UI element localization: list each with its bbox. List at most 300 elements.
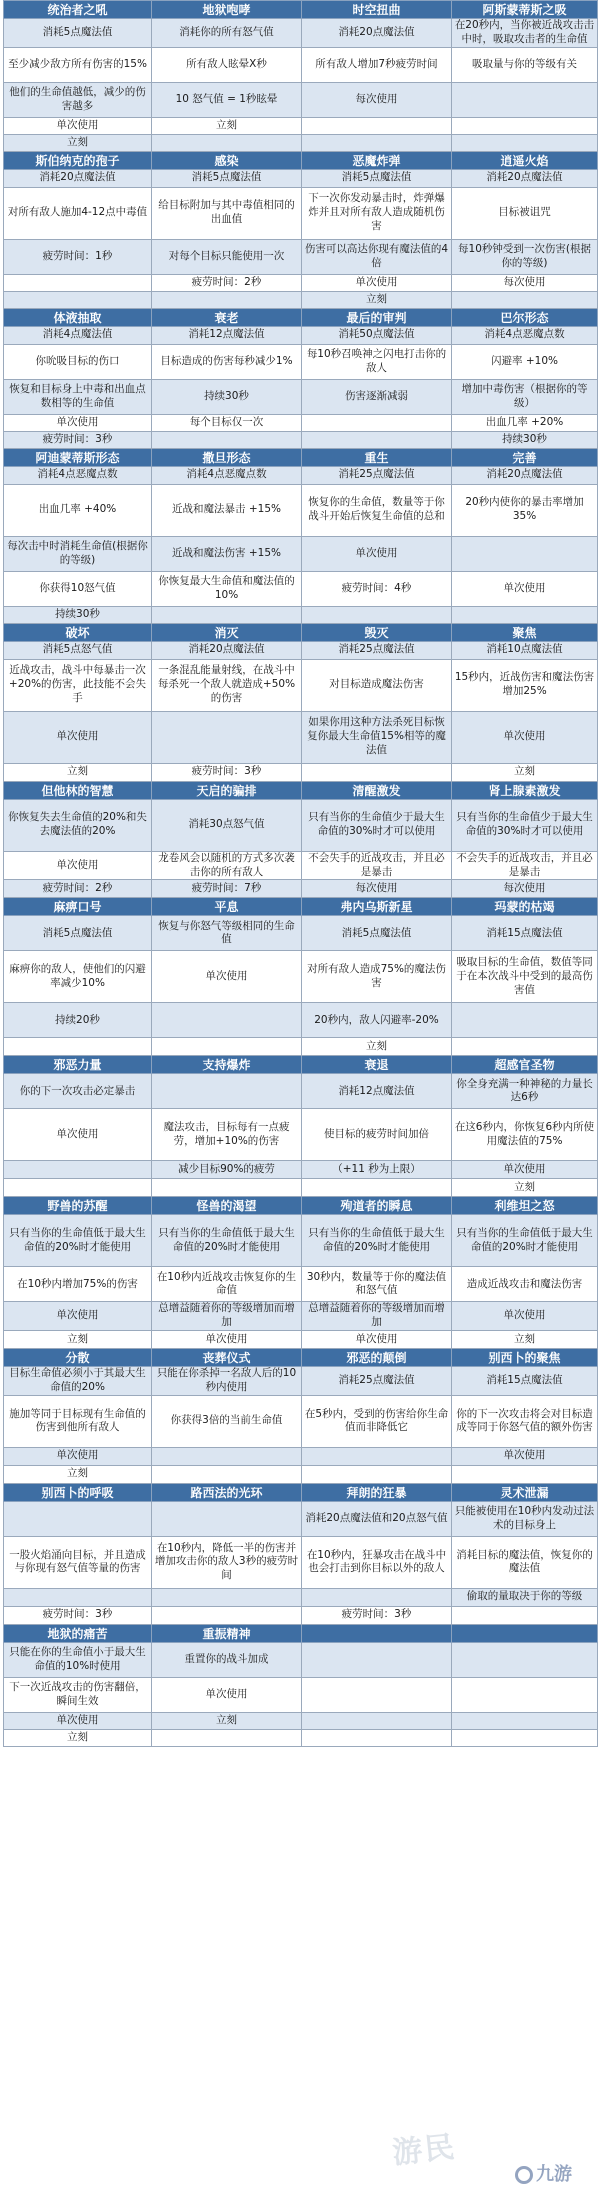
skill-detail-row [4, 1331, 598, 1349]
skill-detail-cell [302, 1642, 452, 1677]
skill-detail-cell [452, 1606, 598, 1624]
skill-detail-cell: 消耗5点魔法值 [4, 19, 152, 48]
skill-detail-cell [152, 1465, 302, 1483]
skill-name: 巴尔形态 [452, 308, 598, 326]
skill-detail-cell: 立刻 [302, 1038, 452, 1056]
skill-name: 邪恶的颠倒 [302, 1349, 452, 1367]
skill-detail-cell: 在这6秒内，你恢复6秒内所使用魔法值的75% [452, 1109, 598, 1161]
skill-detail-row [4, 1588, 598, 1606]
skill-detail-cell: 消耗20点魔法值 [4, 169, 152, 187]
skill-detail-cell: 只有当你的生命值少于最大生命值的30%时才可以使用 [302, 799, 452, 851]
skill-header-row [4, 1483, 598, 1501]
skill-detail-cell: 疲劳时间：2秒 [4, 880, 152, 898]
skill-name: 肾上腺素激发 [452, 781, 598, 799]
skill-detail-cell [152, 1501, 302, 1536]
skill-detail-cell: 消耗15点魔法值 [452, 916, 598, 951]
skill-detail-cell: 在10秒内增加75%的伤害 [4, 1267, 152, 1302]
skill-detail-cell: 目标造成的伤害每秒减少1% [152, 344, 302, 379]
skill-detail-cell: 恢复和目标身上中毒和出血点数相等的生命值 [4, 379, 152, 414]
skill-detail-cell: 你获得10怒气值 [4, 571, 152, 606]
ability-table-body [4, 1, 598, 1747]
skill-detail-row [4, 1606, 598, 1624]
skill-detail-cell: 消耗20点魔法值和20点怒气值 [302, 1501, 452, 1536]
skill-detail-cell: 目标生命值必须小于其最大生命值的20% [4, 1367, 152, 1396]
skill-detail-cell: 给目标附加与其中毒值相同的出血值 [152, 187, 302, 239]
skill-detail-cell: 单次使用 [152, 1331, 302, 1349]
skill-detail-cell: 消耗20点魔法值 [452, 466, 598, 484]
skill-detail-row [4, 239, 598, 274]
skill-detail-cell [152, 1588, 302, 1606]
skill-detail-cell [152, 1074, 302, 1109]
skill-detail-cell: 消耗20点魔法值 [302, 19, 452, 48]
skill-name: 麻痹口号 [4, 898, 152, 916]
skill-header-row [4, 1197, 598, 1215]
skill-detail-row [4, 571, 598, 606]
ability-table [3, 0, 597, 1747]
skill-detail-cell: 消耗4点恶魔点数 [452, 326, 598, 344]
skill-detail-cell: 消耗5点魔法值 [302, 916, 452, 951]
skill-detail-cell: 立刻 [4, 763, 152, 781]
skill-detail-cell: 每次击中时消耗生命值(根据你的等级) [4, 536, 152, 571]
skill-name: 地狱的痛苦 [4, 1624, 152, 1642]
skill-detail-cell [302, 1712, 452, 1729]
skill-name: 阿斯蒙蒂斯之吸 [452, 1, 598, 19]
skill-detail-cell: 单次使用 [302, 536, 452, 571]
skill-detail-cell: 造成近战攻击和魔法伤害 [452, 1267, 598, 1302]
skill-detail-cell: 不会失手的近战攻击，并且必是暴击 [452, 851, 598, 880]
skill-detail-cell [452, 536, 598, 571]
skill-detail-row [4, 799, 598, 851]
watermark-text: 游民 [390, 2129, 459, 2172]
skill-detail-cell: 立刻 [152, 117, 302, 134]
skill-detail-cell: 10 怒气值 = 1秒眩晕 [152, 82, 302, 117]
skill-detail-cell: 只有当你的生命值低于最大生命值的20%时才能使用 [452, 1215, 598, 1267]
skill-detail-cell: 消耗25点魔法值 [302, 1367, 452, 1396]
skill-detail-cell: 每次使用 [302, 880, 452, 898]
skill-detail-cell [452, 1465, 598, 1483]
skill-detail-cell: 持续20秒 [4, 1003, 152, 1038]
skill-detail-row [4, 1395, 598, 1447]
skill-detail-cell: 近战和魔法伤害 +15% [152, 536, 302, 571]
skill-detail-row [4, 711, 598, 763]
skill-detail-cell: 每次使用 [302, 82, 452, 117]
skill-detail-cell: 立刻 [302, 291, 452, 308]
skill-name: 清醒激发 [302, 781, 452, 799]
skill-detail-cell: 龙卷风会以随机的方式多次袭击你的所有敌人 [152, 851, 302, 880]
skill-header-row [4, 308, 598, 326]
skill-name: 完善 [452, 448, 598, 466]
skill-detail-cell: 疲劳时间：2秒 [152, 274, 302, 291]
skill-detail-cell: 你吮吸目标的伤口 [4, 344, 152, 379]
skill-detail-row [4, 880, 598, 898]
skill-detail-cell: 单次使用 [302, 1331, 452, 1349]
skill-detail-cell [152, 1447, 302, 1465]
skill-detail-cell: 近战和魔法暴击 +15% [152, 484, 302, 536]
skill-detail-row [4, 82, 598, 117]
skill-detail-cell: 立刻 [452, 1179, 598, 1197]
skill-detail-row [4, 414, 598, 431]
skill-detail-cell: 消耗15点魔法值 [452, 1367, 598, 1396]
skill-detail-cell: 单次使用 [4, 414, 152, 431]
skill-detail-row [4, 1677, 598, 1712]
skill-detail-cell: 吸取量与你的等级有关 [452, 47, 598, 82]
skill-name: 玛蒙的枯竭 [452, 898, 598, 916]
skill-detail-row [4, 47, 598, 82]
skill-detail-row [4, 1109, 598, 1161]
skill-name: 恶魔炸弹 [302, 151, 452, 169]
skill-detail-cell: 在10秒内，狂暴攻击在战斗中也会打击到你目标以外的敌人 [302, 1536, 452, 1588]
skill-detail-cell: 单次使用 [152, 1677, 302, 1712]
skill-name: 最后的审判 [302, 308, 452, 326]
skill-detail-cell: 在20秒内，当你被近战攻击击中时，吸取攻击者的生命值 [452, 19, 598, 48]
skill-detail-cell: 吸取目标的生命值，数值等同于在本次战斗中受到的最高伤害值 [452, 951, 598, 1003]
skill-detail-cell: 只有当你的生命值低于最大生命值的20%时才能使用 [152, 1215, 302, 1267]
skill-detail-row [4, 1536, 598, 1588]
skill-detail-row [4, 19, 598, 48]
skill-detail-cell: 每10秒钟受到一次伤害(根据你的等级) [452, 239, 598, 274]
skill-detail-cell: 消耗25点魔法值 [302, 466, 452, 484]
skill-name: 支持爆炸 [152, 1056, 302, 1074]
skill-detail-cell: 消耗5点魔法值 [302, 169, 452, 187]
skill-name: 衰老 [152, 308, 302, 326]
skill-detail-cell: 出血几率 +20% [452, 414, 598, 431]
skill-detail-row [4, 187, 598, 239]
skill-detail-row [4, 1215, 598, 1267]
skill-detail-cell: 单次使用 [452, 1161, 598, 1179]
skill-detail-cell: 总增益随着你的等级增加而增加 [152, 1302, 302, 1331]
skill-detail-cell: 恢复你的生命值，数量等于你战斗开始后恢复生命值的总和 [302, 484, 452, 536]
skill-detail-cell: 你全身充满一种神秘的力量长达6秒 [452, 1074, 598, 1109]
skill-detail-cell: 所有敌人眩晕X秒 [152, 47, 302, 82]
skill-detail-row [4, 344, 598, 379]
skill-name: 怪兽的渴望 [152, 1197, 302, 1215]
skill-detail-cell: 单次使用 [4, 1109, 152, 1161]
skill-detail-cell: 对目标造成魔法伤害 [302, 659, 452, 711]
skill-detail-row [4, 1179, 598, 1197]
skill-detail-cell: 每个目标仅一次 [152, 414, 302, 431]
skill-detail-row [4, 117, 598, 134]
skill-detail-cell [452, 1729, 598, 1746]
skill-detail-cell: 消耗5点魔法值 [4, 916, 152, 951]
skill-detail-cell: 使目标的疲劳时间加倍 [302, 1109, 452, 1161]
skill-detail-row [4, 851, 598, 880]
skill-detail-cell [302, 763, 452, 781]
skill-detail-cell [302, 1588, 452, 1606]
skill-detail-cell: 一股火焰涌向目标，并且造成与你现有怒气值等量的伤害 [4, 1536, 152, 1588]
skill-detail-cell: 伤害逐渐减弱 [302, 379, 452, 414]
skill-detail-cell: 单次使用 [4, 1302, 152, 1331]
skill-detail-cell: 疲劳时间：3秒 [302, 1606, 452, 1624]
skill-detail-cell: 消耗4点魔法值 [4, 326, 152, 344]
skill-detail-cell [152, 1729, 302, 1746]
skill-detail-cell: 持续30秒 [4, 606, 152, 623]
skill-header-row [4, 1, 598, 19]
skill-detail-cell: 每次使用 [452, 274, 598, 291]
skill-detail-cell [302, 1465, 452, 1483]
skill-name: 别西卜的聚焦 [452, 1349, 598, 1367]
skill-name: 时空扭曲 [302, 1, 452, 19]
skill-detail-row [4, 659, 598, 711]
skill-detail-cell: 消耗你的所有怒气值 [152, 19, 302, 48]
skill-detail-cell: 只能在你杀掉一名敌人后的10秒内使用 [152, 1367, 302, 1396]
skill-detail-cell: 消耗50点魔法值 [302, 326, 452, 344]
skill-detail-cell [152, 1003, 302, 1038]
skill-detail-cell: 单次使用 [452, 571, 598, 606]
skill-detail-cell [152, 606, 302, 623]
skill-detail-cell: 总增益随着你的等级增加而增加 [302, 1302, 452, 1331]
skill-header-row [4, 151, 598, 169]
skill-detail-cell: 对所有敌人造成75%的魔法伤害 [302, 951, 452, 1003]
skill-name: 拜朗的狂暴 [302, 1483, 452, 1501]
skill-name: 重振精神 [152, 1624, 302, 1642]
site-logo: 九游 [515, 2160, 572, 2186]
skill-detail-cell: 如果你用这种方法杀死目标恢复你最大生命值15%相等的魔法值 [302, 711, 452, 763]
skill-detail-cell [4, 274, 152, 291]
skill-detail-cell: 消耗10点魔法值 [452, 641, 598, 659]
skill-detail-cell: 消耗5点怒气值 [4, 641, 152, 659]
skill-detail-cell: 立刻 [152, 1712, 302, 1729]
skill-name: 撒旦形态 [152, 448, 302, 466]
skill-detail-cell [302, 606, 452, 623]
skill-detail-cell: 只能被使用在10秒内发动过法术的目标身上 [452, 1501, 598, 1536]
skill-detail-cell [152, 291, 302, 308]
skill-detail-cell: 消耗12点魔法值 [302, 1074, 452, 1109]
skill-detail-cell: 出血几率 +40% [4, 484, 152, 536]
skill-detail-row [4, 274, 598, 291]
skill-detail-cell: 重置你的战斗加成 [152, 1642, 302, 1677]
skill-detail-cell [4, 1161, 152, 1179]
skill-detail-row [4, 431, 598, 448]
skill-name: 但他林的智慧 [4, 781, 152, 799]
skill-detail-cell [4, 291, 152, 308]
skill-detail-cell: 每10秒召唤神之闪电打击你的敌人 [302, 344, 452, 379]
skill-detail-cell [452, 1003, 598, 1038]
skill-detail-row [4, 763, 598, 781]
skill-detail-row [4, 1161, 598, 1179]
skill-header-row [4, 898, 598, 916]
skill-detail-row [4, 466, 598, 484]
skill-detail-cell: 20秒内，敌人闪避率-20% [302, 1003, 452, 1038]
skill-detail-cell: 立刻 [4, 134, 152, 151]
skill-detail-cell: 增加中毒伤害（根据你的等级） [452, 379, 598, 414]
skill-detail-row [4, 1447, 598, 1465]
skill-detail-cell: 一条混乱能量射线，在战斗中每杀死一个敌人就造成+50%的伤害 [152, 659, 302, 711]
skill-detail-row [4, 1038, 598, 1056]
skill-detail-cell: 立刻 [4, 1331, 152, 1349]
skill-detail-cell: 闪避率 +10% [452, 344, 598, 379]
skill-detail-cell: 消耗目标的魔法值，恢复你的魔法值 [452, 1536, 598, 1588]
skill-detail-cell [452, 291, 598, 308]
skill-name: 地狱咆哮 [152, 1, 302, 19]
skill-detail-cell: 单次使用 [4, 1447, 152, 1465]
skill-detail-cell [152, 1038, 302, 1056]
skill-detail-cell: 消耗12点魔法值 [152, 326, 302, 344]
skill-detail-cell [152, 1179, 302, 1197]
skill-detail-cell: 疲劳时间：3秒 [4, 431, 152, 448]
skill-detail-row [4, 641, 598, 659]
skill-detail-cell: 只能在你的生命值小于最大生命值的10%时使用 [4, 1642, 152, 1677]
skill-detail-cell: 疲劳时间：3秒 [4, 1606, 152, 1624]
skill-detail-cell: 立刻 [452, 1331, 598, 1349]
skill-detail-cell: 单次使用 [452, 1447, 598, 1465]
skill-detail-cell [452, 606, 598, 623]
skill-detail-cell: 伤害可以高达你现有魔法值的4倍 [302, 239, 452, 274]
skill-name: 野兽的苏醒 [4, 1197, 152, 1215]
skill-name: 毁灭 [302, 623, 452, 641]
skill-detail-cell: 疲劳时间：3秒 [152, 763, 302, 781]
skill-name: 平息 [152, 898, 302, 916]
skill-name: 路西法的光环 [152, 1483, 302, 1501]
skill-detail-cell: 魔法攻击，目标每有一点疲劳，增加+10%的伤害 [152, 1109, 302, 1161]
skill-name: 破坏 [4, 623, 152, 641]
skill-detail-cell [4, 1038, 152, 1056]
skill-detail-cell: 恢复与你怒气等级相同的生命值 [152, 916, 302, 951]
skill-detail-cell [452, 1642, 598, 1677]
skill-name: 阿迪蒙蒂斯形态 [4, 448, 152, 466]
skill-name [452, 1624, 598, 1642]
skill-detail-cell [302, 1447, 452, 1465]
skill-detail-cell: 疲劳时间：7秒 [152, 880, 302, 898]
skill-detail-cell [302, 1729, 452, 1746]
skill-detail-cell: 你恢复失去生命值的20%和失去魔法值的20% [4, 799, 152, 851]
skill-detail-cell: 消耗4点恶魔点数 [152, 466, 302, 484]
skill-detail-row [4, 1712, 598, 1729]
skill-detail-cell: 立刻 [452, 763, 598, 781]
skill-detail-cell [152, 711, 302, 763]
skill-detail-cell: 只有当你的生命值低于最大生命值的20%时才能使用 [4, 1215, 152, 1267]
skill-name: 弗内乌斯新星 [302, 898, 452, 916]
skill-detail-cell: 减少目标90%的疲劳 [152, 1161, 302, 1179]
skill-detail-cell [452, 117, 598, 134]
skill-detail-cell: 持续30秒 [152, 379, 302, 414]
skill-detail-row [4, 1003, 598, 1038]
skill-detail-cell: 单次使用 [152, 951, 302, 1003]
skill-detail-cell: 消耗20点魔法值 [152, 641, 302, 659]
skill-detail-cell: 单次使用 [452, 1302, 598, 1331]
skill-detail-row [4, 1642, 598, 1677]
skill-detail-cell [302, 414, 452, 431]
skill-detail-row [4, 134, 598, 151]
skill-detail-cell [4, 1588, 152, 1606]
skill-detail-row [4, 606, 598, 623]
skill-detail-row [4, 536, 598, 571]
skill-detail-row [4, 1367, 598, 1396]
skill-detail-cell: 你获得3倍的当前生命值 [152, 1395, 302, 1447]
skill-header-row [4, 448, 598, 466]
skill-detail-row [4, 291, 598, 308]
skill-detail-cell [302, 1179, 452, 1197]
skill-name: 体液抽取 [4, 308, 152, 326]
skill-name: 斯伯纳克的孢子 [4, 151, 152, 169]
skill-name: 别西卜的呼吸 [4, 1483, 152, 1501]
logo-icon [515, 2166, 533, 2184]
skill-name: 聚焦 [452, 623, 598, 641]
skill-detail-row [4, 1465, 598, 1483]
skill-header-row [4, 1624, 598, 1642]
skill-detail-cell: 消耗5点魔法值 [152, 169, 302, 187]
skill-detail-cell [452, 1712, 598, 1729]
skill-detail-cell: 15秒内，近战伤害和魔法伤害增加25% [452, 659, 598, 711]
skill-detail-cell [152, 431, 302, 448]
skill-detail-cell [4, 1501, 152, 1536]
skill-name: 超感官圣物 [452, 1056, 598, 1074]
skill-detail-row [4, 1267, 598, 1302]
skill-detail-cell: 疲劳时间：4秒 [302, 571, 452, 606]
skill-detail-row [4, 951, 598, 1003]
skill-detail-cell: 近战攻击，战斗中每暴击一次+20%的伤害，此技能不会失手 [4, 659, 152, 711]
skill-detail-row [4, 379, 598, 414]
skill-name: 天启的骗排 [152, 781, 302, 799]
skill-name [302, 1624, 452, 1642]
skill-detail-cell [452, 1677, 598, 1712]
skill-detail-cell: 单次使用 [302, 274, 452, 291]
skill-name: 利维坦之怒 [452, 1197, 598, 1215]
skill-detail-cell: 单次使用 [4, 711, 152, 763]
skill-detail-cell: 持续30秒 [452, 431, 598, 448]
skill-detail-cell: 立刻 [4, 1729, 152, 1746]
skill-detail-cell: 消耗25点魔法值 [302, 641, 452, 659]
skill-detail-cell: 消耗30点怒气值 [152, 799, 302, 851]
skill-detail-row [4, 1074, 598, 1109]
skill-detail-cell: 单次使用 [4, 1712, 152, 1729]
skill-header-row [4, 1056, 598, 1074]
skill-detail-cell: 疲劳时间：1秒 [4, 239, 152, 274]
skill-header-row [4, 1349, 598, 1367]
skill-detail-row [4, 916, 598, 951]
skill-detail-cell: 不会失手的近战攻击，并且必是暴击 [302, 851, 452, 880]
skill-detail-cell: 你的下一次攻击必定暴击 [4, 1074, 152, 1109]
skill-detail-cell: 消耗4点恶魔点数 [4, 466, 152, 484]
skill-name: 丧葬仪式 [152, 1349, 302, 1367]
skill-name: 邪恶力量 [4, 1056, 152, 1074]
skill-name: 统治者之吼 [4, 1, 152, 19]
skill-detail-cell: 施加等同于目标现有生命值的伤害到他所有敌人 [4, 1395, 152, 1447]
skill-name: 分散 [4, 1349, 152, 1367]
skill-detail-row [4, 1501, 598, 1536]
skill-detail-cell: 只有当你的生命值低于最大生命值的20%时才能使用 [302, 1215, 452, 1267]
skill-detail-cell: 偷取的量取决于你的等级 [452, 1588, 598, 1606]
skill-detail-cell: 下一次近战攻击的伤害翻倍，瞬间生效 [4, 1677, 152, 1712]
skill-detail-cell: 目标被诅咒 [452, 187, 598, 239]
skill-detail-cell: 单次使用 [452, 711, 598, 763]
skill-detail-cell: 在10秒内近战攻击恢复你的生命值 [152, 1267, 302, 1302]
skill-header-row [4, 623, 598, 641]
skill-detail-cell [452, 1038, 598, 1056]
skill-name: 感染 [152, 151, 302, 169]
skill-detail-cell: 下一次你发动暴击时，炸弹爆炸并且对所有敌人造成随机伤害 [302, 187, 452, 239]
skill-detail-cell: 你恢复最大生命值和魔法值的10% [152, 571, 302, 606]
skill-detail-cell [452, 134, 598, 151]
skill-detail-cell: 在5秒内，受到的伤害给你生命值而非降低它 [302, 1395, 452, 1447]
skill-name: 重生 [302, 448, 452, 466]
skill-detail-cell: 你的下一次攻击将会对目标造成等同于你怒气值的额外伤害 [452, 1395, 598, 1447]
skill-name: 殉道者的瞬息 [302, 1197, 452, 1215]
skill-detail-cell: 单次使用 [4, 851, 152, 880]
skill-detail-cell: 对所有敌人施加4-12点中毒值 [4, 187, 152, 239]
skill-detail-cell: 他们的生命值越低，减少的伤害越多 [4, 82, 152, 117]
skill-detail-cell: 在10秒内，降低一半的伤害并增加攻击你的敌人3秒的疲劳时间 [152, 1536, 302, 1588]
skill-name: 灵术泄漏 [452, 1483, 598, 1501]
skill-detail-cell [452, 82, 598, 117]
skill-detail-cell: 20秒内使你的暴击率增加35% [452, 484, 598, 536]
skill-detail-row [4, 169, 598, 187]
skill-detail-cell [302, 134, 452, 151]
skill-detail-row [4, 1729, 598, 1746]
skill-name: 逍遥火焰 [452, 151, 598, 169]
skill-detail-cell: 只有当你的生命值少于最大生命值的30%时才可以使用 [452, 799, 598, 851]
skill-detail-cell: 消耗20点魔法值 [452, 169, 598, 187]
skill-detail-cell: 单次使用 [4, 117, 152, 134]
